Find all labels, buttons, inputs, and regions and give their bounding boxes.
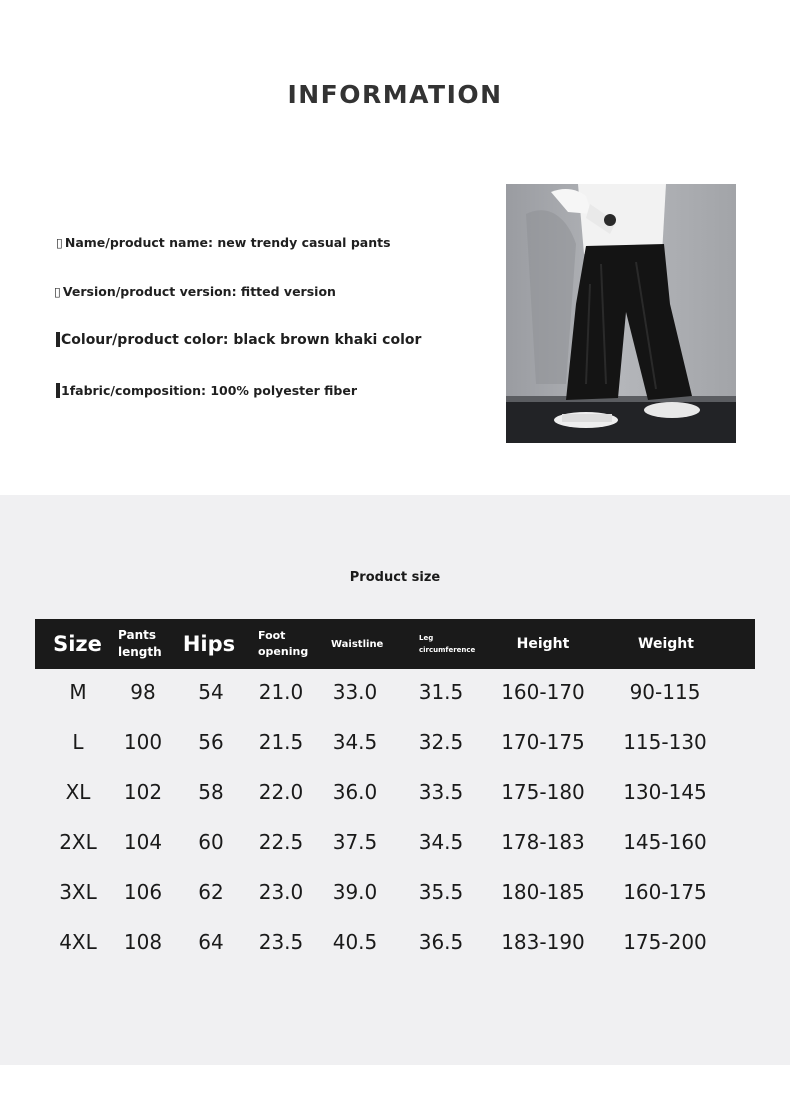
header-leg-circumference: Leg circumference	[419, 634, 476, 654]
spec-fabric	[56, 383, 357, 398]
spec-name	[56, 235, 391, 250]
cell-pants-length: 102	[123, 780, 163, 804]
header-pants-length: Pants length	[118, 628, 162, 659]
cell-weight: 90-115	[629, 680, 701, 704]
cell-hips: 58	[198, 780, 224, 804]
cell-pants-length: 106	[123, 880, 163, 904]
cell-waistline: 33.0	[332, 680, 378, 704]
cell-hips: 62	[198, 880, 224, 904]
cell-size: M	[69, 680, 87, 704]
cell-size: L	[72, 730, 84, 754]
cell-hips: 54	[198, 680, 224, 704]
spec-colour-text: Colour/product color: black brown khaki color	[61, 332, 422, 348]
cell-leg-circumference: 33.5	[418, 780, 464, 804]
cell-weight: 175-200	[623, 930, 707, 954]
cell-size: XL	[65, 780, 91, 804]
cell-weight: 145-160	[623, 830, 707, 854]
cell-size: 3XL	[59, 880, 97, 904]
cell-leg-circumference: 34.5	[418, 830, 464, 854]
cell-leg-circumference: 31.5	[418, 680, 464, 704]
header-waistline: Waistline	[331, 638, 384, 650]
size-table-header	[35, 619, 755, 669]
cell-hips: 56	[198, 730, 224, 754]
cell-hips: 60	[198, 830, 224, 854]
spec-version	[54, 284, 336, 299]
product-photo	[506, 184, 736, 443]
cell-foot-opening: 21.5	[258, 730, 304, 754]
cell-waistline: 39.0	[332, 880, 378, 904]
cell-height: 183-190	[501, 930, 585, 954]
header-weight: Weight	[638, 636, 694, 652]
cell-foot-opening: 21.0	[258, 680, 304, 704]
model-wearing-pants-illustration	[506, 184, 736, 443]
bullet-icon	[56, 383, 60, 398]
cell-size: 4XL	[59, 930, 97, 954]
cell-weight: 115-130	[623, 730, 707, 754]
cell-pants-length: 98	[130, 680, 156, 704]
cell-height: 170-175	[501, 730, 585, 754]
cell-leg-circumference: 36.5	[418, 930, 464, 954]
header-foot-opening: Foot opening	[258, 629, 309, 658]
cell-weight: 130-145	[623, 780, 707, 804]
cell-hips: 64	[198, 930, 224, 954]
information-title: INFORMATION	[287, 80, 503, 109]
header-height: Height	[516, 636, 570, 652]
cell-weight: 160-175	[623, 880, 707, 904]
cell-waistline: 37.5	[332, 830, 378, 854]
cell-foot-opening: 23.0	[258, 880, 304, 904]
cell-waistline: 40.5	[332, 930, 378, 954]
cell-waistline: 34.5	[332, 730, 378, 754]
cell-foot-opening: 22.0	[258, 780, 304, 804]
header-hips: Hips	[182, 632, 236, 656]
cell-height: 178-183	[501, 830, 585, 854]
spec-fabric-text: 1fabric/composition: 100% polyester fiber	[61, 383, 358, 398]
cell-height: 160-170	[501, 680, 585, 704]
bullet-icon: ▯	[54, 284, 61, 299]
cell-pants-length: 108	[123, 930, 163, 954]
spec-version-text: Version/product version: fitted version	[62, 284, 336, 299]
cell-size: 2XL	[59, 830, 97, 854]
spec-name-text: Name/product name: new trendy casual pants	[64, 235, 391, 250]
product-size-title: Product size	[349, 570, 441, 585]
bullet-icon: ▯	[56, 235, 63, 250]
cell-height: 180-185	[501, 880, 585, 904]
cell-pants-length: 104	[123, 830, 163, 854]
spec-colour	[56, 332, 421, 348]
cell-foot-opening: 23.5	[258, 930, 304, 954]
header-size: Size	[53, 632, 102, 656]
cell-pants-length: 100	[123, 730, 163, 754]
bottom-margin	[0, 1065, 790, 1102]
cell-leg-circumference: 35.5	[418, 880, 464, 904]
bullet-icon	[56, 332, 60, 347]
cell-foot-opening: 22.5	[258, 830, 304, 854]
cell-waistline: 36.0	[332, 780, 378, 804]
cell-height: 175-180	[501, 780, 585, 804]
cell-leg-circumference: 32.5	[418, 730, 464, 754]
